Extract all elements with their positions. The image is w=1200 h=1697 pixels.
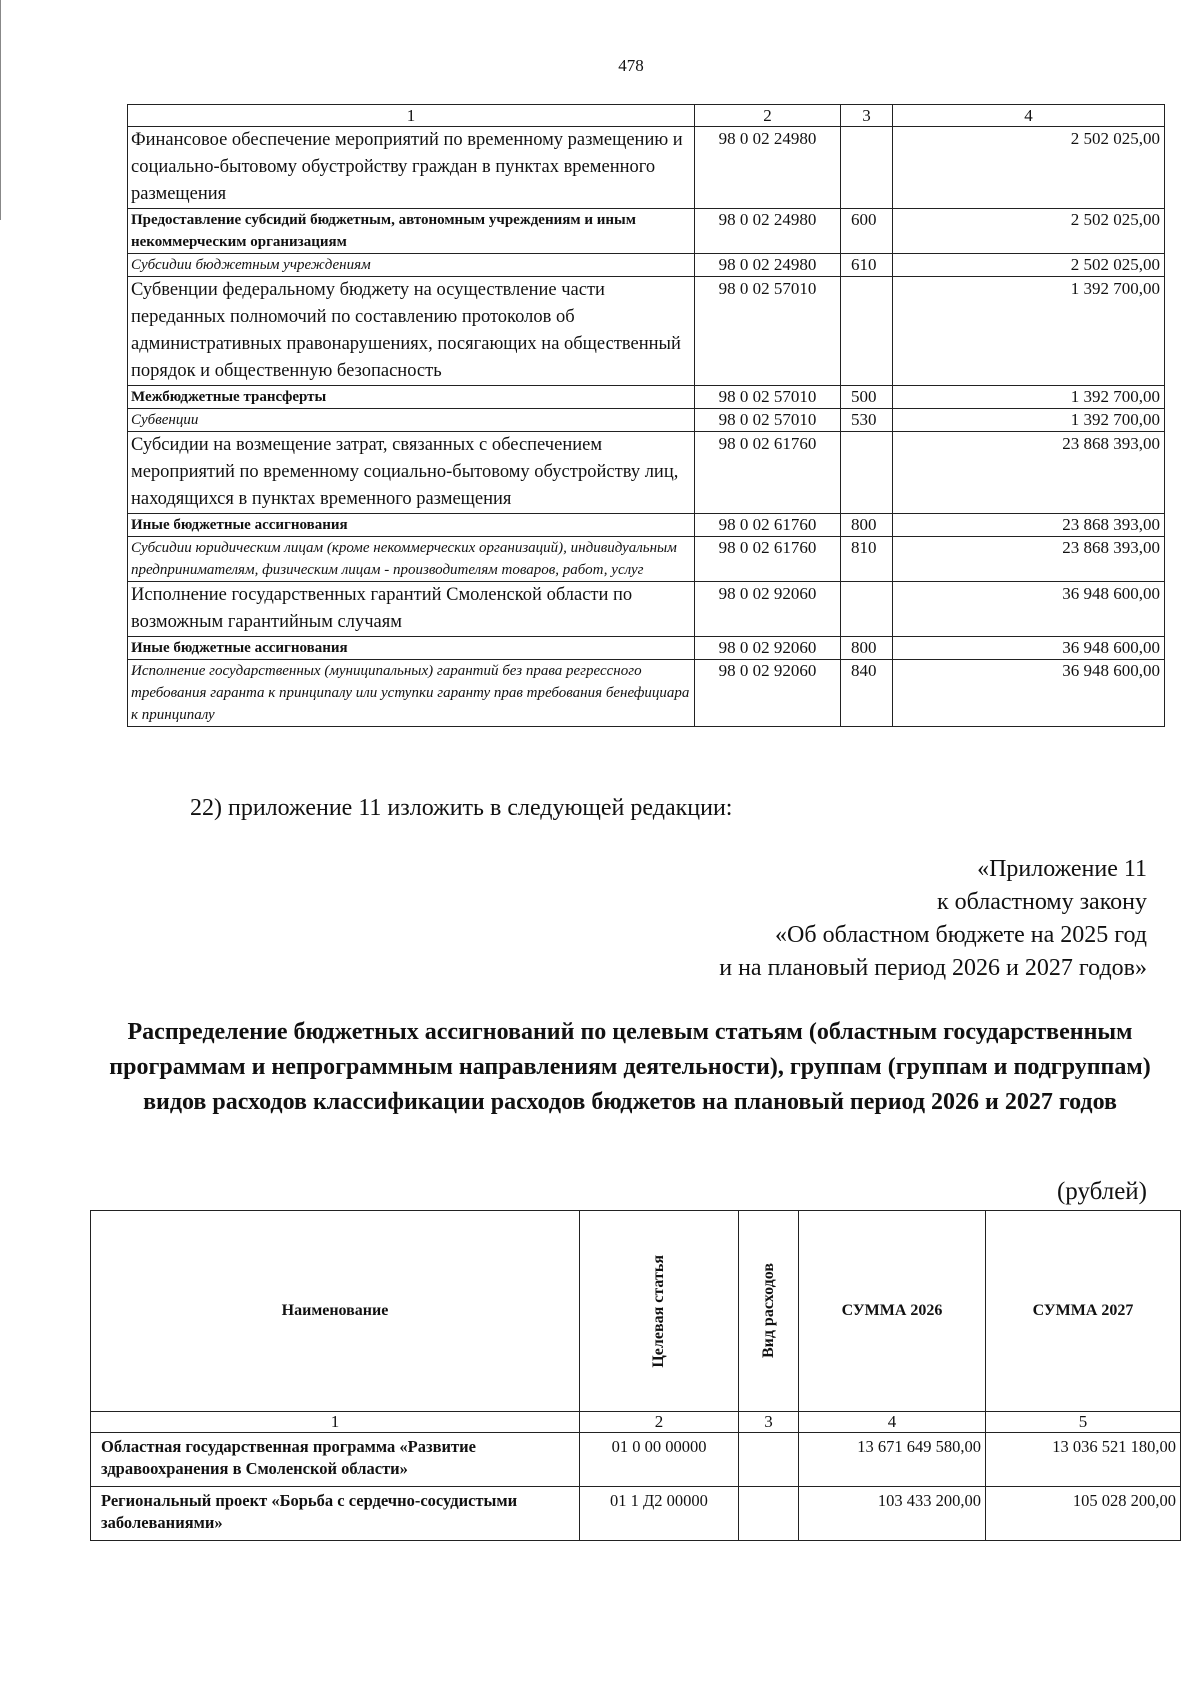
row-name: Предоставление субсидий бюджетным, автономным учреждениям и иным некоммерческим организациям [128, 209, 695, 254]
row-sum: 23 868 393,00 [893, 432, 1165, 514]
header-vid-cell [739, 1211, 799, 1412]
row-code: 98 0 02 57010 [695, 386, 841, 409]
header-sum-2026: СУММА 2026 [799, 1211, 986, 1412]
row-code: 98 0 02 61760 [695, 514, 841, 537]
table-row [128, 637, 1165, 660]
row-vid [841, 432, 893, 514]
row-sum: 1 392 700,00 [893, 277, 1165, 386]
row-name: Иные бюджетные ассигнования [128, 514, 695, 537]
annex-line: «Об областном бюджете на 2025 год [775, 922, 1147, 948]
row-code: 98 0 02 61760 [695, 432, 841, 514]
unit-label: (рублей) [1056, 1178, 1147, 1205]
row-vid: 810 [841, 537, 893, 582]
row-sum: 2 502 025,00 [893, 254, 1165, 277]
scan-edge-line [0, 0, 7, 220]
amendment-paragraph: 22) приложение 11 изложить в следующей редакции: [190, 795, 733, 821]
row-sum-2026: 13 671 649 580,00 [799, 1433, 986, 1487]
row-code: 98 0 02 92060 [695, 660, 841, 727]
table-row [128, 127, 1165, 209]
table-row [128, 254, 1165, 277]
row-vid: 800 [841, 514, 893, 537]
row-sum: 23 868 393,00 [893, 514, 1165, 537]
row-vid [841, 277, 893, 386]
column-number: 1 [91, 1412, 580, 1433]
row-name: Иные бюджетные ассигнования [128, 637, 695, 660]
table-row [91, 1487, 1181, 1541]
row-name: Исполнение государственных (муниципальных) гарантий без права регрессного требования гаранта к принципалу или уступки гаранту прав требования бенефициара к принципалу [128, 660, 695, 727]
row-name: Региональный проект «Борьба с сердечно-сосудистыми заболеваниями» [91, 1487, 580, 1541]
row-vid: 610 [841, 254, 893, 277]
row-vid [739, 1487, 799, 1541]
row-code: 01 1 Д2 00000 [580, 1487, 739, 1541]
header-code-cell [580, 1211, 739, 1412]
row-sum: 36 948 600,00 [893, 582, 1165, 637]
row-vid: 840 [841, 660, 893, 727]
table-row [128, 277, 1165, 386]
budget-table [90, 1210, 1181, 1541]
row-code: 98 0 02 57010 [695, 409, 841, 432]
table-row [128, 409, 1165, 432]
table-row [128, 209, 1165, 254]
row-sum: 1 392 700,00 [893, 386, 1165, 409]
row-code: 98 0 02 24980 [695, 209, 841, 254]
row-sum: 36 948 600,00 [893, 637, 1165, 660]
header-code: Целевая статья [650, 1254, 667, 1368]
table-row [128, 537, 1165, 582]
row-sum: 36 948 600,00 [893, 660, 1165, 727]
column-number: 2 [580, 1412, 739, 1433]
column-number: 3 [739, 1412, 799, 1433]
row-sum: 2 502 025,00 [893, 127, 1165, 209]
row-vid [739, 1433, 799, 1487]
row-sum: 23 868 393,00 [893, 537, 1165, 582]
annex-line: «Приложение 11 [977, 856, 1147, 882]
row-name: Субвенции [128, 409, 695, 432]
row-sum-2027: 13 036 521 180,00 [986, 1433, 1181, 1487]
header-name: Наименование [91, 1211, 580, 1412]
table-header-row [91, 1211, 1181, 1412]
table-row [91, 1433, 1181, 1487]
row-name: Субвенции федеральному бюджету на осуществление части переданных полномочий по составлению протоколов об административных правонарушениях, посягающих на общественный порядок и общественную безопасность [128, 277, 695, 386]
row-vid: 500 [841, 386, 893, 409]
table-row [128, 386, 1165, 409]
page-number: 478 [618, 56, 644, 75]
header-vid: Вид расходов [759, 1263, 777, 1359]
table-row [128, 660, 1165, 727]
column-number: 4 [893, 105, 1165, 127]
column-number: 4 [799, 1412, 986, 1433]
row-name: Областная государственная программа «Развитие здравоохранения в Смоленской области» [91, 1433, 580, 1487]
budget-table-continued [127, 104, 1165, 727]
annex-line: и на плановый период 2026 и 2027 годов» [719, 955, 1147, 981]
column-number: 2 [695, 105, 841, 127]
row-name: Финансовое обеспечение мероприятий по временному размещению и социально-бытовому обустройству граждан в пунктах временного размещения [128, 127, 695, 209]
row-code: 01 0 00 00000 [580, 1433, 739, 1487]
row-vid: 530 [841, 409, 893, 432]
column-number: 1 [128, 105, 695, 127]
table-row [128, 582, 1165, 637]
annex-line: к областному закону [936, 889, 1147, 915]
row-vid: 600 [841, 209, 893, 254]
row-vid [841, 127, 893, 209]
column-number: 5 [986, 1412, 1181, 1433]
row-code: 98 0 02 61760 [695, 537, 841, 582]
row-name: Межбюджетные трансферты [128, 386, 695, 409]
row-sum: 1 392 700,00 [893, 409, 1165, 432]
table-row [128, 432, 1165, 514]
document-title: Распределение бюджетных ассигнований по целевым статьям (областным государственным программам и непрограммным направлениям деятельности), группам (группам и подгруппам) видов расходов классификации расходов бюджетов на плановый период 2026 и 2027 годов [109, 1019, 1151, 1115]
row-sum-2026: 103 433 200,00 [799, 1487, 986, 1541]
row-vid: 800 [841, 637, 893, 660]
row-code: 98 0 02 57010 [695, 277, 841, 386]
row-code: 98 0 02 92060 [695, 637, 841, 660]
row-vid [841, 582, 893, 637]
header-sum-2027: СУММА 2027 [986, 1211, 1181, 1412]
row-sum-2027: 105 028 200,00 [986, 1487, 1181, 1541]
column-numbers-row [91, 1412, 1181, 1433]
row-name: Субсидии юридическим лицам (кроме некоммерческих организаций), индивидуальным предпринимателям, физическим лицам - производителям товаров, работ, услуг [128, 537, 695, 582]
row-name: Исполнение государственных гарантий Смоленской области по возможным гарантийным случаям [128, 582, 695, 637]
table-header-row [128, 105, 1165, 127]
table-row [128, 514, 1165, 537]
row-name: Субсидии на возмещение затрат, связанных с обеспечением мероприятий по временному социально-бытовому обустройству лиц, находящихся в пунктах временного размещения [128, 432, 695, 514]
row-code: 98 0 02 24980 [695, 127, 841, 209]
row-name: Субсидии бюджетным учреждениям [128, 254, 695, 277]
column-number: 3 [841, 105, 893, 127]
row-code: 98 0 02 24980 [695, 254, 841, 277]
row-code: 98 0 02 92060 [695, 582, 841, 637]
row-sum: 2 502 025,00 [893, 209, 1165, 254]
annex-reference [719, 853, 1147, 985]
